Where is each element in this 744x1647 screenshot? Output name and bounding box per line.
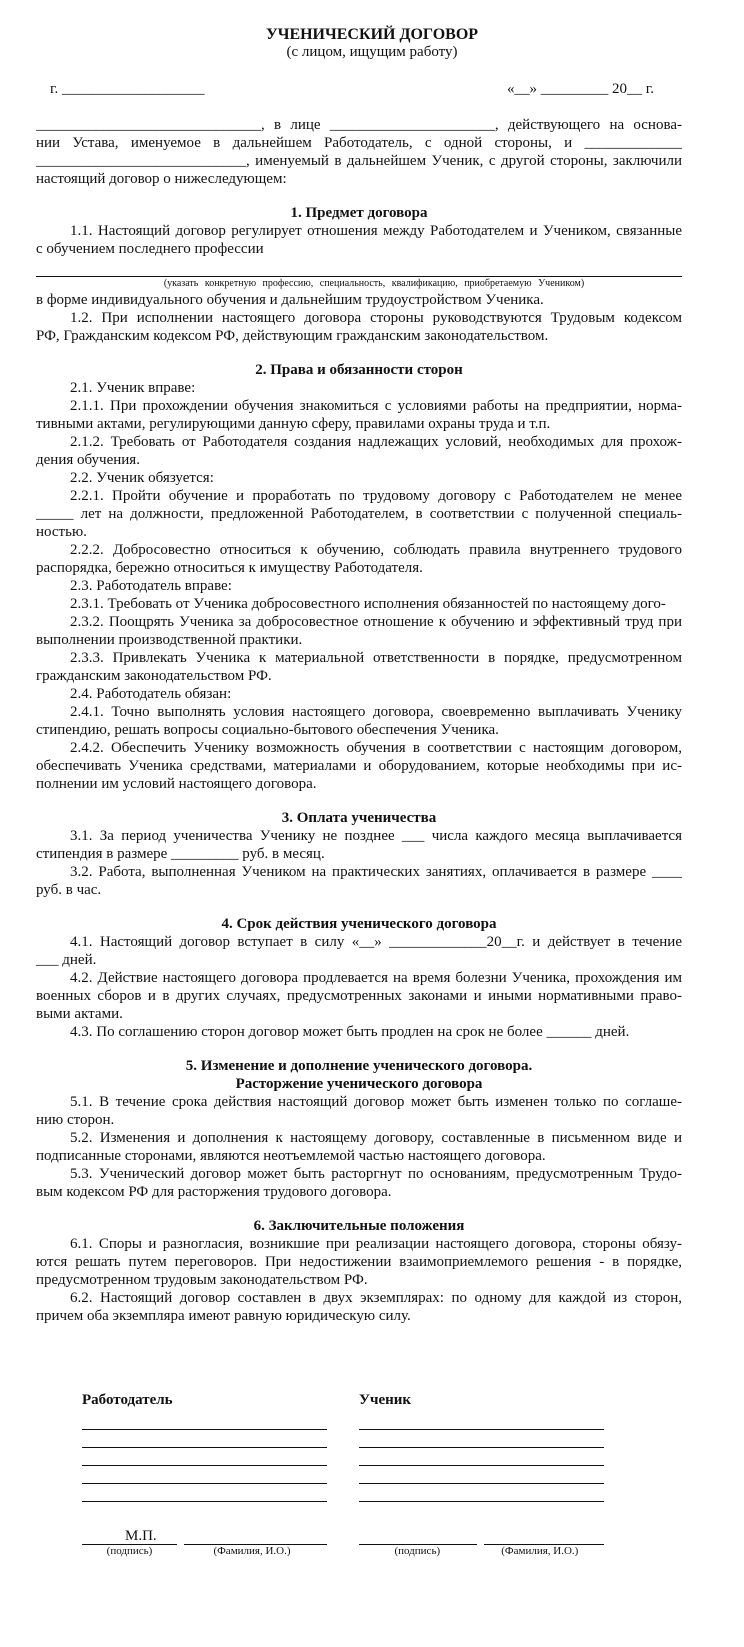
text-line: 2.4.2. Обеспечить Ученику возможность обучения в соответствии с настоящим договором, <box>70 740 682 756</box>
text-line: гражданским законодательством РФ. <box>36 668 272 684</box>
paragraph <box>36 703 682 739</box>
student-line <box>359 1448 604 1466</box>
document-subtitle: (с лицом, ищущим работу) <box>286 44 458 60</box>
section-3 <box>36 809 682 899</box>
text-line: ___ дней. <box>36 952 97 968</box>
text-line: 2.3.3. Привлекать Ученика к материальной ответственности в порядке, предусмотренном <box>70 650 682 666</box>
text-line: 2.3. Работодатель вправе: <box>70 578 232 594</box>
paragraph <box>36 309 682 345</box>
text-line: 2.1.1. При прохождении обучения знакомиться с условиями работы на предприятии, норма- <box>70 398 682 414</box>
section-1 <box>36 204 682 345</box>
text-line: вым кодексом РФ для расторжения трудового договора. <box>36 1184 392 1200</box>
paragraph <box>36 116 682 188</box>
text-line: 2.3.1. Требовать от Ученика добросовестного исполнения обязанностей по настоящему дого- <box>70 596 666 612</box>
text-line: выполнении производственной практики. <box>36 632 303 648</box>
text-line: 2.2.2. Добросовестно относиться к обучению, соблюдать правила внутреннего трудового <box>70 542 682 558</box>
paragraph <box>36 541 682 577</box>
contract-body <box>36 116 682 1325</box>
text-line: _____ лет на должности, предложенной Работодателем, в соответствии с полученной специаль- <box>36 506 682 522</box>
employer-name-line <box>184 1528 327 1545</box>
text-line: руб. в час. <box>36 882 102 898</box>
profession-blank-line <box>36 260 682 277</box>
text-line: 1.1. Настоящий договор регулирует отношения между Работодателем и Учеником, связанные <box>70 223 682 239</box>
text-line: нию сторон. <box>36 1112 115 1128</box>
text-line: 4.2. Действие настоящего договора продлевается на время болезни Ученика, прохождения им <box>70 970 682 986</box>
text-line: 2.4. Работодатель обязан: <box>70 686 232 702</box>
paragraph <box>36 1165 682 1201</box>
text-line: 3.1. За период ученичества Ученику не позднее ___ числа каждого месяца выплачивается <box>70 828 682 844</box>
paragraph <box>36 827 682 863</box>
student-name-line <box>484 1528 604 1545</box>
text-line: полнении им условий настоящего договора. <box>36 776 317 792</box>
student-line <box>359 1412 604 1430</box>
section-5 <box>36 1057 682 1201</box>
student-signature-block <box>359 1392 604 1557</box>
employer-sign-caption: (подпись) <box>106 1545 153 1557</box>
text-line: тивными актами, регулирующими данную сферу, правилами охраны труда и т.п. <box>36 416 551 432</box>
paragraph <box>36 433 682 469</box>
text-line: 2.4.1. Точно выполнять условия настоящего договора, своевременно выплачивать Ученику <box>70 704 682 720</box>
paragraph <box>36 933 682 969</box>
date-field: «__» _________ 20__ г. <box>507 81 654 97</box>
paragraph <box>36 969 682 1023</box>
section-heading: Расторжение ученического договора <box>235 1076 483 1092</box>
employer-line <box>82 1466 327 1484</box>
employer-label: Работодатель <box>82 1392 173 1408</box>
paragraph <box>36 649 682 685</box>
paragraph <box>36 577 682 595</box>
text-line: 1.2. При исполнении настоящего договора стороны руководствуются Трудовым кодексом <box>70 310 682 326</box>
section-4 <box>36 915 682 1041</box>
text-line: распорядка, бережно относиться к имуществу Работодателя. <box>36 560 423 576</box>
text-line: настоящий договор о нижеследующем: <box>36 171 287 187</box>
text-line: 5.3. Ученический договор может быть расторгнут по основаниям, предусмотренным Трудо- <box>70 1166 682 1182</box>
paragraph <box>36 1235 682 1289</box>
section-heading: 6. Заключительные положения <box>253 1218 465 1234</box>
text-line: 3.2. Работа, выполненная Учеником на практических занятиях, оплачивается в размере ____ <box>70 864 682 880</box>
section-heading: 3. Оплата ученичества <box>281 810 437 826</box>
employer-line <box>82 1412 327 1430</box>
text-line: стипендия в размере _________ руб. в месяц. <box>36 846 325 862</box>
paragraph <box>36 613 682 649</box>
paragraph <box>36 685 682 703</box>
section-heading: 1. Предмет договора <box>290 205 428 221</box>
paragraph <box>36 595 682 613</box>
paragraph <box>36 222 682 258</box>
text-line: причем оба экземпляра имеют равную юридическую силу. <box>36 1308 411 1324</box>
section-heading: 2. Права и обязанности сторон <box>255 362 463 378</box>
paragraph <box>36 1129 682 1165</box>
text-line: обеспечивать Ученика средствами, материалами и оборудованием, которые необходимы при ис- <box>36 758 682 774</box>
student-line <box>359 1466 604 1484</box>
profession-caption: (указать конкретную профессию, специальность, квалификацию, приобретаемую Учеником) <box>163 278 585 289</box>
employer-name-caption: (Фамилия, И.О.) <box>213 1545 291 1557</box>
employer-line <box>82 1430 327 1448</box>
text-line: РФ, Гражданским кодексом РФ, действующим гражданским законодательством. <box>36 328 549 344</box>
section-2 <box>36 361 682 793</box>
text-line: стипендию, решать вопросы социально-бытового обеспечения Ученика. <box>36 722 499 738</box>
paragraph <box>36 469 682 487</box>
text-line: военных сборов и в других случаях, предусмотренных законами и иными нормативными право- <box>36 988 682 1004</box>
paragraph <box>36 1023 682 1041</box>
paragraph <box>36 291 682 309</box>
student-sign-line <box>359 1528 477 1545</box>
text-line: ____________________________, именуемый в дальнейшем Ученик, с другой стороны, заключили <box>36 153 682 169</box>
text-line: 4.3. По соглашению сторон договор может быть продлен на срок не более ______ дней. <box>70 1024 630 1040</box>
city-field: г. ___________________ <box>50 81 205 97</box>
paragraph <box>36 1289 682 1325</box>
paragraph <box>36 1093 682 1129</box>
employer-line <box>82 1448 327 1466</box>
text-line: 6.1. Споры и разногласия, возникшие при реализации настоящего договора, стороны обязу- <box>70 1236 682 1252</box>
section-6 <box>36 1217 682 1325</box>
student-name-caption: (Фамилия, И.О.) <box>501 1545 579 1557</box>
student-label: Ученик <box>359 1392 412 1408</box>
paragraph <box>36 379 682 397</box>
text-line: с обучением последнего профессии <box>36 241 264 257</box>
paragraph <box>36 739 682 793</box>
text-line: выми актами. <box>36 1006 123 1022</box>
employer-line <box>82 1484 327 1502</box>
text-line: 2.3.2. Поощрять Ученика за добросовестное отношение к обучению и эффективный труд при <box>70 614 682 630</box>
student-line <box>359 1484 604 1502</box>
text-line: 5.2. Изменения и дополнения к настоящему договору, составленные в письменном виде и <box>70 1130 682 1146</box>
section-heading: 4. Срок действия ученического договора <box>221 916 497 932</box>
student-sign-caption: (подпись) <box>394 1545 441 1557</box>
text-line: нии Устава, именуемое в дальнейшем Работодатель, с одной стороны, и _____________ <box>36 135 682 151</box>
document-title: УЧЕНИЧЕСКИЙ ДОГОВОР <box>265 26 479 43</box>
text-line: дения обучения. <box>36 452 140 468</box>
text-line: предусмотренном трудовым законодательством РФ. <box>36 1272 368 1288</box>
text-line: ______________________________, в лице ______________________, действующего на основа- <box>36 117 682 133</box>
text-line: 2.2. Ученик обязуется: <box>70 470 214 486</box>
text-line: 6.2. Настоящий договор составлен в двух экземплярах: по одному для каждой из сторон, <box>70 1290 682 1306</box>
paragraph <box>36 397 682 433</box>
text-line: 2.2.1. Пройти обучение и проработать по трудовому договору с Работодателем не менее <box>70 488 682 504</box>
student-line <box>359 1430 604 1448</box>
text-line: ются решать путем переговоров. При недостижении взаимоприемлемого решения - в порядке, <box>36 1254 682 1270</box>
text-line: ностью. <box>36 524 87 540</box>
text-line: 2.1. Ученик вправе: <box>70 380 196 396</box>
text-line: в форме индивидуального обучения и дальнейшим трудоустройством Ученика. <box>36 292 544 308</box>
text-line: 4.1. Настоящий договор вступает в силу «__» _____________20__г. и действует в течение <box>70 934 682 950</box>
text-line: 5.1. В течение срока действия настоящий договор может быть изменен только по соглаше- <box>70 1094 682 1110</box>
text-line: подписанные сторонами, являются неотъемлемой частью настоящего договора. <box>36 1148 546 1164</box>
paragraph <box>36 863 682 899</box>
employer-signature-block <box>82 1392 327 1557</box>
stamp-placeholder: М.П. <box>125 1528 157 1544</box>
paragraph <box>36 487 682 541</box>
text-line: 2.1.2. Требовать от Работодателя создания надлежащих условий, необходимых для прохож- <box>70 434 682 450</box>
section-heading: 5. Изменение и дополнение ученического договора. <box>185 1058 533 1074</box>
